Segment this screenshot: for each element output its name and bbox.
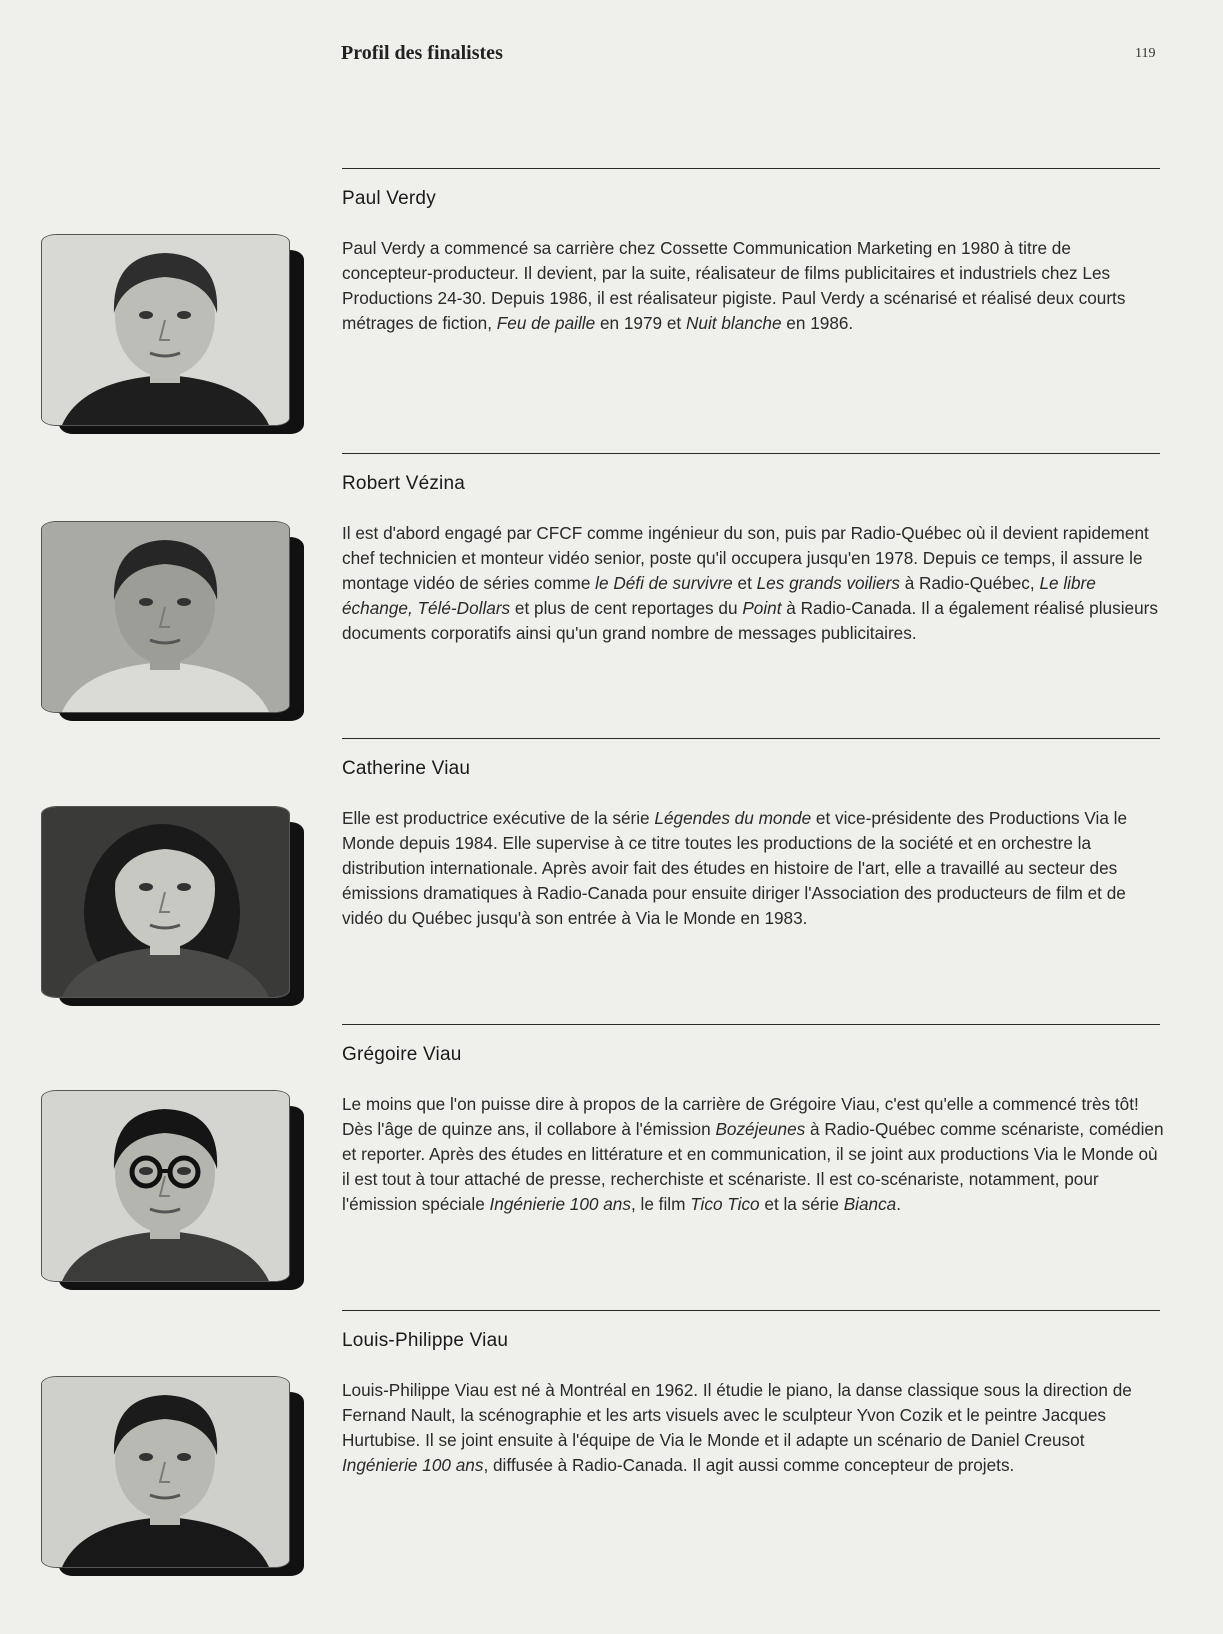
portrait-photo-icon [41, 234, 290, 426]
tv-frame [41, 1090, 306, 1292]
finalist-profile [0, 168, 1223, 453]
tv-frame [41, 234, 306, 436]
portrait-svg [42, 1377, 289, 1567]
portrait-svg [42, 235, 289, 425]
finalist-profile [0, 453, 1223, 738]
finalist-bio: Le moins que l'on puisse dire à propos de la carrière de Grégoire Viau, c'est qu'elle a commencé très tôt! Dès l'âge de quinze ans, il collabore à l'émission Bozéjeunes à Radio-Québec comme scénariste, comédien et reporter. Après des études en littérature et en communication, il se joint aux productions Via le Monde où il est tout à tour attaché de presse, recherchiste et scénariste. Il est co-scénariste, notamment, pour l'émission spéciale Ingénierie 100 ans, le film Tico Tico et la série Bianca. [342, 1094, 1164, 1214]
tv-frame [41, 521, 306, 723]
finalist-bio: Louis-Philippe Viau est né à Montréal en 1962. Il étudie le piano, la danse classique sous la direction de Fernand Nault, la scénographie et les arts visuels avec le sculpteur Yvon Cozik et le peintre Jacques Hurtubise. Il se joint ensuite à l'équipe de Via le Monde et il adapte un scénario de Daniel Creusot Ingénierie 100 ans, diffusée à Radio-Canada. Il agit aussi comme concepteur de projets. [342, 1380, 1132, 1475]
finalist-bio: Il est d'abord engagé par CFCF comme ingénieur du son, puis par Radio-Québec où il devient rapidement chef technicien et monteur vidéo senior, poste qu'il occupera jusqu'en 1978. Depuis ce temps, il assure le montage vidéo de séries comme le Défi de survivre et Les grands voiliers à Radio-Québec, Le libre échange, Télé-Dollars et plus de cent reportages du Point à Radio-Canada. Il a également réalisé plusieurs documents corporatifs ainsi qu'un grand nombre de messages publicitaires. [342, 523, 1158, 643]
section-divider [342, 1310, 1160, 1311]
finalist-name: Catherine Viau [342, 758, 471, 779]
portrait-svg [42, 522, 289, 712]
portrait-photo-icon [41, 1376, 290, 1568]
section-divider [342, 453, 1160, 454]
portrait-svg [42, 1091, 289, 1281]
section-divider [342, 168, 1160, 169]
page-section-title: Profil des finalistes [341, 42, 503, 64]
portrait-photo-icon [41, 1090, 290, 1282]
finalist-profile [0, 1024, 1223, 1309]
finalist-name: Paul Verdy [342, 188, 436, 209]
finalist-bio: Elle est productrice exécutive de la série Légendes du monde et vice-présidente des Productions Via le Monde depuis 1984. Elle supervise à ce titre toutes les productions de la société et en orchestre la distribution internationale. Après avoir fait des études en histoire de l'art, elle a travaillé au secteur des émissions dramatiques à Radio-Canada pour ensuite diriger l'Association des producteurs de film et de vidéo du Québec jusqu'à son entrée à Via le Monde en 1983. [342, 808, 1128, 928]
section-divider [342, 738, 1160, 739]
portrait-photo-icon [41, 521, 290, 713]
tv-frame [41, 806, 306, 1008]
finalist-name: Louis-Philippe Viau [342, 1330, 509, 1351]
tv-frame [41, 1376, 306, 1578]
finalist-profile [0, 1310, 1223, 1595]
finalist-name: Grégoire Viau [342, 1044, 462, 1065]
finalist-profile [0, 738, 1223, 1023]
portrait-photo-icon [41, 806, 290, 998]
page-number: 119 [1135, 46, 1156, 61]
finalist-name: Robert Vézina [342, 473, 466, 494]
finalist-bio: Paul Verdy a commencé sa carrière chez Cossette Communication Marketing en 1980 à titre de concepteur-producteur. Il devient, par la suite, réalisateur de films publicitaires et industriels chez Les Productions 24-30. Depuis 1986, il est réalisateur pigiste. Paul Verdy a scénarisé et réalisé deux courts métrages de fiction, Feu de paille en 1979 et Nuit blanche en 1986. [342, 238, 1126, 333]
portrait-svg [42, 807, 289, 997]
section-divider [342, 1024, 1160, 1025]
